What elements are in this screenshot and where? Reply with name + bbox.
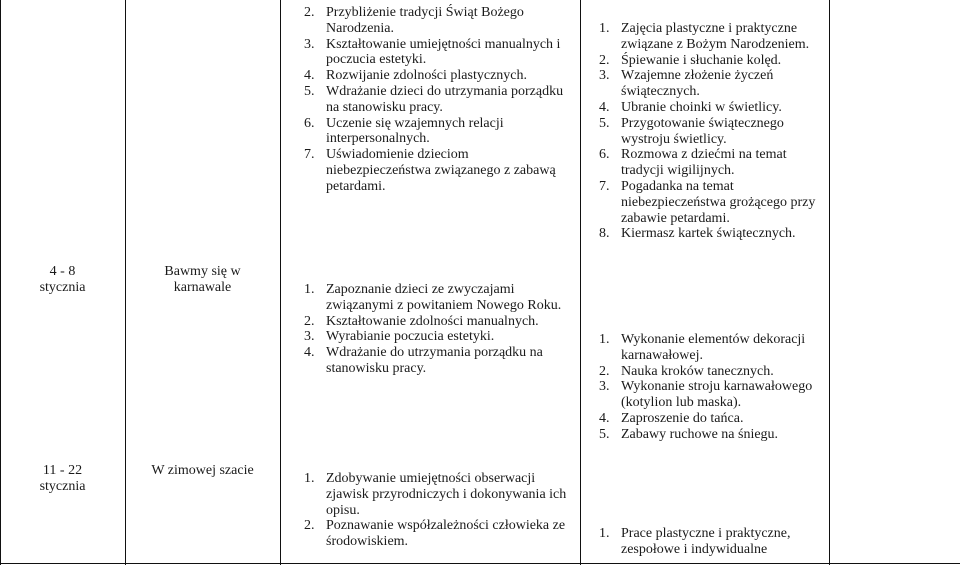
- item-text: Nauka kroków tanecznych.: [621, 363, 774, 379]
- activities-list: [599, 526, 824, 558]
- date-cell: 11 - 22 stycznia: [39, 463, 86, 494]
- list-item: [304, 68, 564, 84]
- item-number: 2.: [304, 518, 315, 534]
- item-text: Wyrabianie poczucia estetyki.: [326, 329, 495, 345]
- item-text: Zabawy ruchowe na śniegu.: [621, 426, 779, 442]
- list-item: [599, 179, 824, 226]
- item-text: Przybliżenie tradycji Świąt Bożego Narodzenia.: [326, 5, 524, 36]
- item-number: 5.: [599, 426, 610, 442]
- item-text: Przygotowanie świątecznego wystroju świetlicy.: [621, 115, 784, 147]
- goals-list: [304, 471, 576, 550]
- item-number: 7.: [304, 147, 315, 163]
- theme-cell: Bawmy się w karnawale: [164, 264, 241, 295]
- item-number: 1.: [599, 332, 610, 347]
- table-border-bottom: [0, 563, 960, 564]
- list-item: [304, 147, 564, 194]
- item-number: 3.: [304, 36, 315, 52]
- item-number: 1.: [304, 282, 315, 297]
- list-item: [304, 345, 569, 377]
- item-text: Kiermasz kartek świątecznych.: [621, 226, 796, 242]
- item-number: 1.: [599, 21, 610, 36]
- item-number: 3.: [304, 329, 315, 345]
- list-item: [599, 147, 824, 179]
- list-item: [599, 411, 824, 427]
- item-text: Wykonanie stroju karnawałowego (kotylion lub maska).: [621, 379, 813, 411]
- theme-cell: W zimowej szacie: [151, 463, 254, 478]
- list-item: [599, 21, 824, 53]
- list-item: [599, 100, 824, 116]
- item-number: 4.: [599, 99, 610, 115]
- item-text: Kształtowanie zdolności manualnych.: [326, 313, 539, 329]
- list-item: [304, 84, 564, 116]
- item-number: 4.: [304, 68, 315, 84]
- list-item: [599, 116, 824, 148]
- item-number: 5.: [304, 83, 315, 99]
- table-divider-goals: [580, 0, 581, 565]
- item-text: Zdobywanie umiejętności obserwacji zjawisk przyrodniczych i dokonywania ich opisu.: [326, 471, 567, 518]
- goals-list: [304, 282, 569, 377]
- item-number: 6.: [304, 115, 315, 131]
- list-item: [599, 332, 824, 364]
- list-item: [599, 427, 824, 443]
- item-text: Śpiewanie i słuchanie kolęd.: [621, 52, 782, 68]
- item-number: 7.: [599, 178, 610, 194]
- item-number: 8.: [599, 226, 610, 242]
- item-text: Uczenie się wzajemnych relacji interpersonalnych.: [326, 115, 504, 147]
- item-number: 5.: [599, 115, 610, 131]
- item-text: Wykonanie elementów dekoracji karnawałowej.: [621, 332, 806, 363]
- list-item: [599, 68, 824, 100]
- list-item: [304, 5, 564, 37]
- item-number: 1.: [599, 526, 610, 541]
- item-number: 4.: [599, 410, 610, 426]
- item-text: Wdrażanie dzieci do utrzymania porządku na stanowisku pracy.: [326, 83, 564, 115]
- item-text: Zaproszenie do tańca.: [621, 410, 744, 426]
- item-number: 3.: [599, 68, 610, 84]
- item-text: Rozmowa z dziećmi na temat tradycji wigilijnych.: [621, 147, 787, 179]
- item-number: 4.: [304, 345, 315, 361]
- list-item: [304, 314, 569, 330]
- list-item: [599, 53, 824, 69]
- item-number: 2.: [599, 363, 610, 379]
- item-text: Ubranie choinki w świetlicy.: [621, 99, 782, 115]
- list-item: [304, 471, 576, 518]
- item-text: Kształtowanie umiejętności manualnych i poczucia estetyki.: [326, 36, 561, 68]
- item-number: 2.: [304, 5, 315, 20]
- item-number: 3.: [599, 379, 610, 395]
- item-text: Poznawanie współzależności człowieka ze środowiskiem.: [326, 518, 566, 550]
- table-divider-theme: [280, 0, 281, 565]
- list-item: [599, 526, 824, 558]
- list-item: [599, 364, 824, 380]
- list-item: [304, 37, 564, 69]
- activities-list: [599, 21, 824, 242]
- item-text: Prace plastyczne i praktyczne, zespołowe i indywidualne: [621, 526, 791, 557]
- item-text: Wdrażanie do utrzymania porządku na stanowisku pracy.: [326, 345, 543, 376]
- table-divider-activities: [829, 0, 830, 565]
- date-cell: 4 - 8 stycznia: [39, 264, 86, 295]
- list-item: [304, 116, 564, 148]
- activities-list: [599, 332, 824, 443]
- item-text: Zapoznanie dzieci ze zwyczajami związanymi z powitaniem Nowego Roku.: [326, 282, 562, 313]
- list-item: [304, 282, 569, 314]
- item-text: Uświadomienie dzieciom niebezpieczeństwa związanego z zabawą petardami.: [326, 147, 556, 194]
- item-number: 1.: [304, 471, 315, 486]
- item-text: Zajęcia plastyczne i praktyczne związane z Bożym Narodzeniem.: [621, 21, 810, 52]
- list-item: [599, 379, 824, 411]
- item-text: Wzajemne złożenie życzeń świątecznych.: [621, 68, 774, 100]
- item-number: 2.: [599, 52, 610, 68]
- item-text: Rozwijanie zdolności plastycznych.: [326, 68, 527, 84]
- item-number: 6.: [599, 147, 610, 163]
- goals-list: [304, 5, 564, 195]
- item-number: 2.: [304, 313, 315, 329]
- list-item: [304, 329, 569, 345]
- item-text: Pogadanka na temat niebezpieczeństwa grożącego przy zabawie petardami.: [621, 178, 816, 226]
- list-item: [304, 518, 576, 550]
- list-item: [599, 226, 824, 242]
